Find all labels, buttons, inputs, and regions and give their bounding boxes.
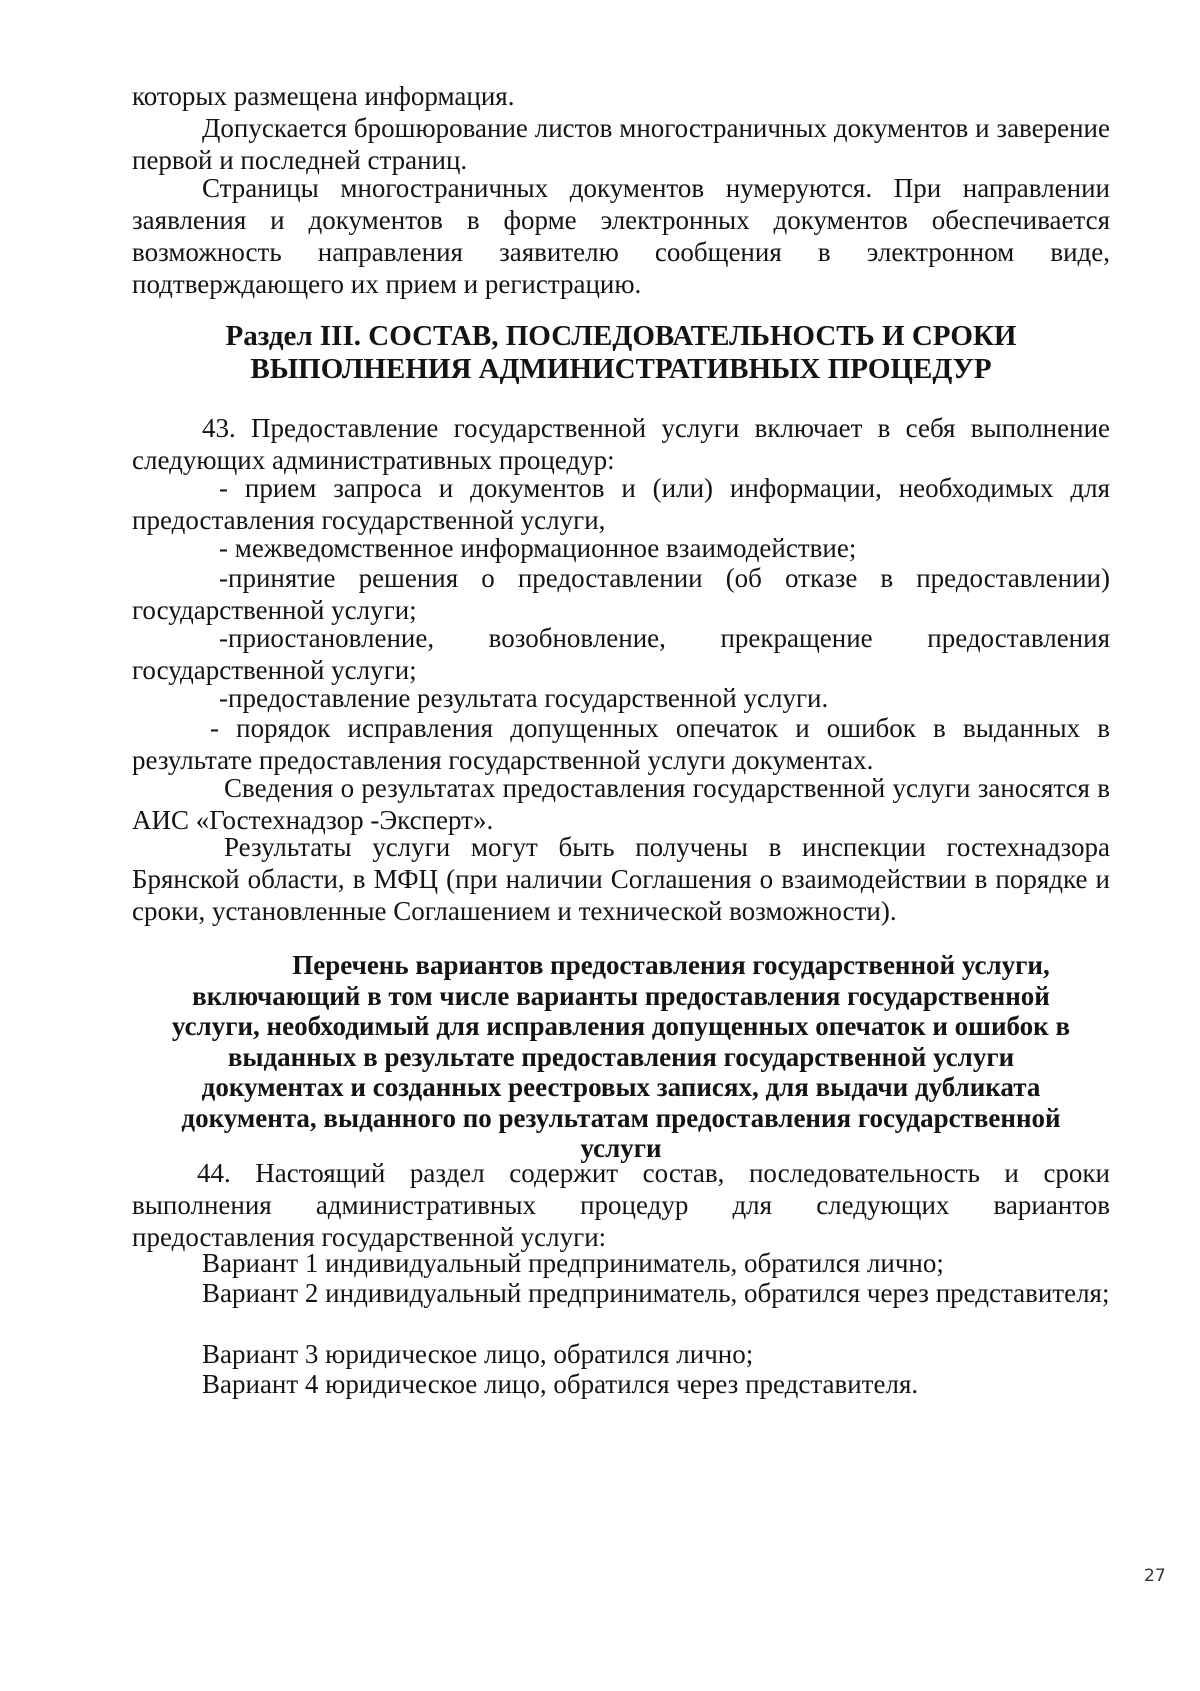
procedure-item-2: - межведомственное информационное взаимодействие; bbox=[219, 533, 857, 563]
section-heading-line-1: Раздел III. СОСТАВ, ПОСЛЕДОВАТЕЛЬНОСТЬ И СРОКИ bbox=[225, 320, 1017, 352]
variant-1: Вариант 1 индивидуальный предприниматель, обратился лично; bbox=[202, 1248, 944, 1278]
paragraph-binding: Допускается брошюрование листов многостраничных документов и заверение первой и последней страниц. bbox=[132, 113, 1110, 175]
procedure-item-3: -принятие решения о предоставлении (об отказе в предоставлении) государственной услуги; bbox=[132, 563, 1110, 625]
variants-heading-line-1: Перечень вариантов предоставления государственной услуги, bbox=[292, 950, 1050, 980]
paragraph-page-numbering: Страницы многостраничных документов нумеруются. При направлении заявления и документов в форме электронных документов обеспечивается возможность направления заявителю сообщения в электронном виде, подтверждающего их прием и регистрацию. bbox=[132, 173, 1110, 299]
item-44-intro: 44. Настоящий раздел содержит состав, последовательность и сроки выполнения административных процедур для следующих вариантов предоставления государственной услуги: bbox=[132, 1158, 1110, 1252]
item-43-intro: 43. Предоставление государственной услуги включает в себя выполнение следующих административных процедур: bbox=[132, 413, 1110, 475]
variants-heading-line-5: документах и созданных реестровых записях, для выдачи дубликата bbox=[201, 1072, 1041, 1102]
variants-heading-line-4: выданных в результате предоставления государственной услуги bbox=[227, 1041, 1015, 1072]
procedure-item-1: - прием запроса и документов и (или) информации, необходимых для предоставления государственной услуги, bbox=[132, 473, 1110, 535]
variants-heading-line-2: включающий в том числе варианты предоставления государственной bbox=[192, 980, 1050, 1011]
variant-2: Вариант 2 индивидуальный предприниматель, обратился через представителя; bbox=[202, 1278, 1110, 1308]
variants-heading-line-6: документа, выданного по результатам предоставления государственной bbox=[181, 1102, 1061, 1133]
paragraph-results: Результаты услуги могут быть получены в инспекции гостехнадзора Брянской области, в МФЦ (при наличии Соглашения о взаимодействии в порядке и сроки, установленные Соглашением и технической возможности). bbox=[132, 832, 1110, 926]
page-number: 27 bbox=[1144, 1566, 1166, 1586]
section-heading-line-2: ВЫПОЛНЕНИЯ АДМИНИСТРАТИВНЫХ ПРОЦЕДУР bbox=[250, 353, 992, 385]
section-heading bbox=[132, 320, 1110, 386]
variants-heading bbox=[132, 950, 1110, 1164]
variant-3: Вариант 3 юридическое лицо, обратился лично; bbox=[202, 1339, 754, 1369]
procedure-item-4: -приостановление, возобновление, прекращение предоставления государственной услуги; bbox=[132, 623, 1110, 685]
procedure-item-6: - порядок исправления допущенных опечаток и ошибок в выданных в результате предоставления государственной услуги документах. bbox=[132, 713, 1110, 775]
procedure-item-5: -предоставление результата государственной услуги. bbox=[219, 683, 829, 713]
variant-4: Вариант 4 юридическое лицо, обратился через представителя. bbox=[202, 1369, 919, 1399]
paragraph-continuation: которых размещена информация. bbox=[132, 81, 515, 111]
variants-heading-line-3: услуги, необходимый для исправления допущенных опечаток и ошибок в bbox=[171, 1011, 1071, 1041]
paragraph-results-info: Сведения о результатах предоставления государственной услуги заносятся в АИС «Гостехнадзор -Эксперт». bbox=[132, 773, 1110, 835]
variants-heading-line-7: услуги bbox=[580, 1133, 662, 1163]
